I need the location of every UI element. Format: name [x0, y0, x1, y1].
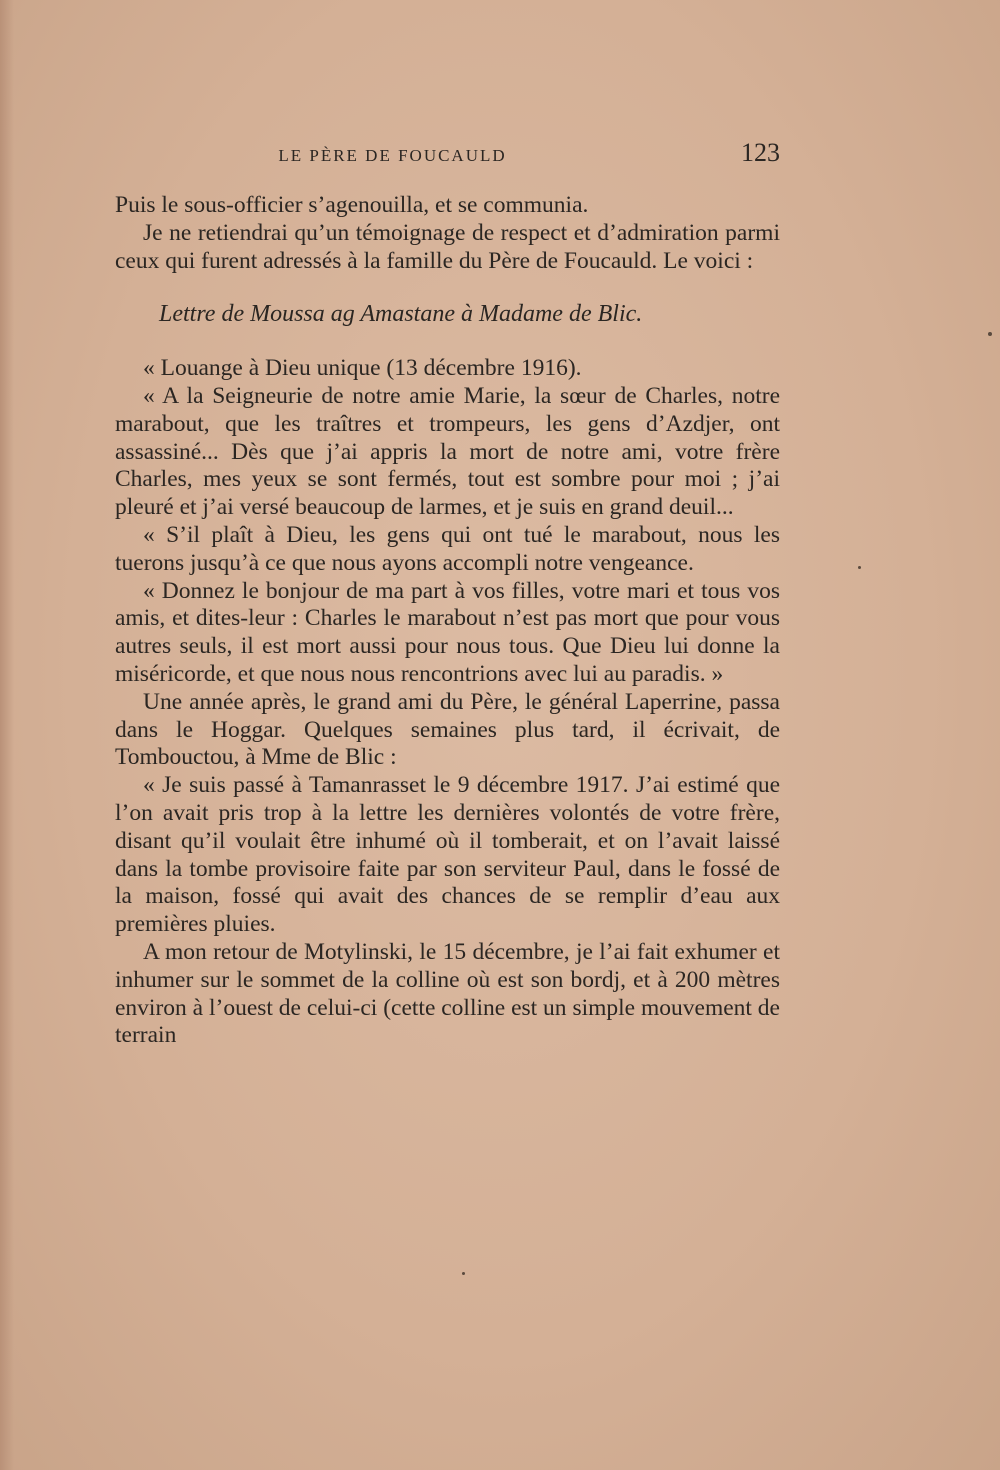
page-gutter-shadow	[0, 0, 14, 1470]
running-title: LE PÈRE DE FOUCAULD	[278, 146, 507, 165]
paragraph: « Donnez le bonjour de ma part à vos filles, votre mari et tous vos amis, et dites-leur : Charles le marabout n’est pas mort que pour vous autres seuls, il est mort aussi pour nous tous. Que Dieu lui donne la miséricorde, et que nous nous rencontrions avec lui au paradis. »	[115, 577, 780, 687]
running-head	[115, 138, 780, 174]
paragraph: Puis le sous-officier s’agenouilla, et se communia.	[115, 192, 589, 218]
paragraph: « Louange à Dieu unique (13 décembre 1916).	[143, 355, 582, 382]
body-text	[115, 192, 780, 1050]
paragraph: A mon retour de Motylinski, le 15 décembre, je l’ai fait exhumer et inhumer sur le sommet de la colline où est son bordj, et à 200 mètres environ à l’ouest de celui-ci (cette colline est un simple mouvement de terrain	[115, 938, 780, 1049]
letter-title: Lettre de Moussa ag Amastane à Madame de Blic.	[159, 301, 643, 328]
paper-speck	[858, 566, 861, 569]
paragraph: Je ne retiendrai qu’un témoignage de respect et d’admiration parmi ceux qui furent adressés à la famille du Père de Foucauld. Le voici :	[115, 219, 780, 274]
paper-speck	[988, 332, 992, 336]
paragraph: « A la Seigneurie de notre amie Marie, la sœur de Charles, notre marabout, que les traîtres et trompeurs, les gens d’Azdjer, ont assassiné... Dès que j’ai appris la mort de notre ami, votre frère Charles, mes yeux se sont fermés, tout est sombre pour moi ; j’ai pleuré et j’ai versé beaucoup de larmes, et je suis en grand deuil...	[115, 382, 780, 521]
paper-speck	[462, 1272, 465, 1275]
page-number: 123	[741, 138, 780, 167]
paragraph: « S’il plaît à Dieu, les gens qui ont tué le marabout, nous les tuerons jusqu’à ce que nous ayons accompli notre vengeance.	[115, 521, 780, 576]
paragraph: Une année après, le grand ami du Père, le général Laperrine, passa dans le Hoggar. Quelques semaines plus tard, il écrivait, de Tombouctou, à Mme de Blic :	[115, 688, 780, 771]
paragraph: « Je suis passé à Tamanrasset le 9 décembre 1917. J’ai estimé que l’on avait pris trop à la lettre les dernières volontés de votre frère, disant qu’il voulait être inhumé où il tomberait, et on l’avait laissé dans la tombe provisoire faite par son serviteur Paul, dans le fossé de la maison, fossé qui avait des chances de se remplir d’eau aux premières pluies.	[115, 772, 780, 938]
